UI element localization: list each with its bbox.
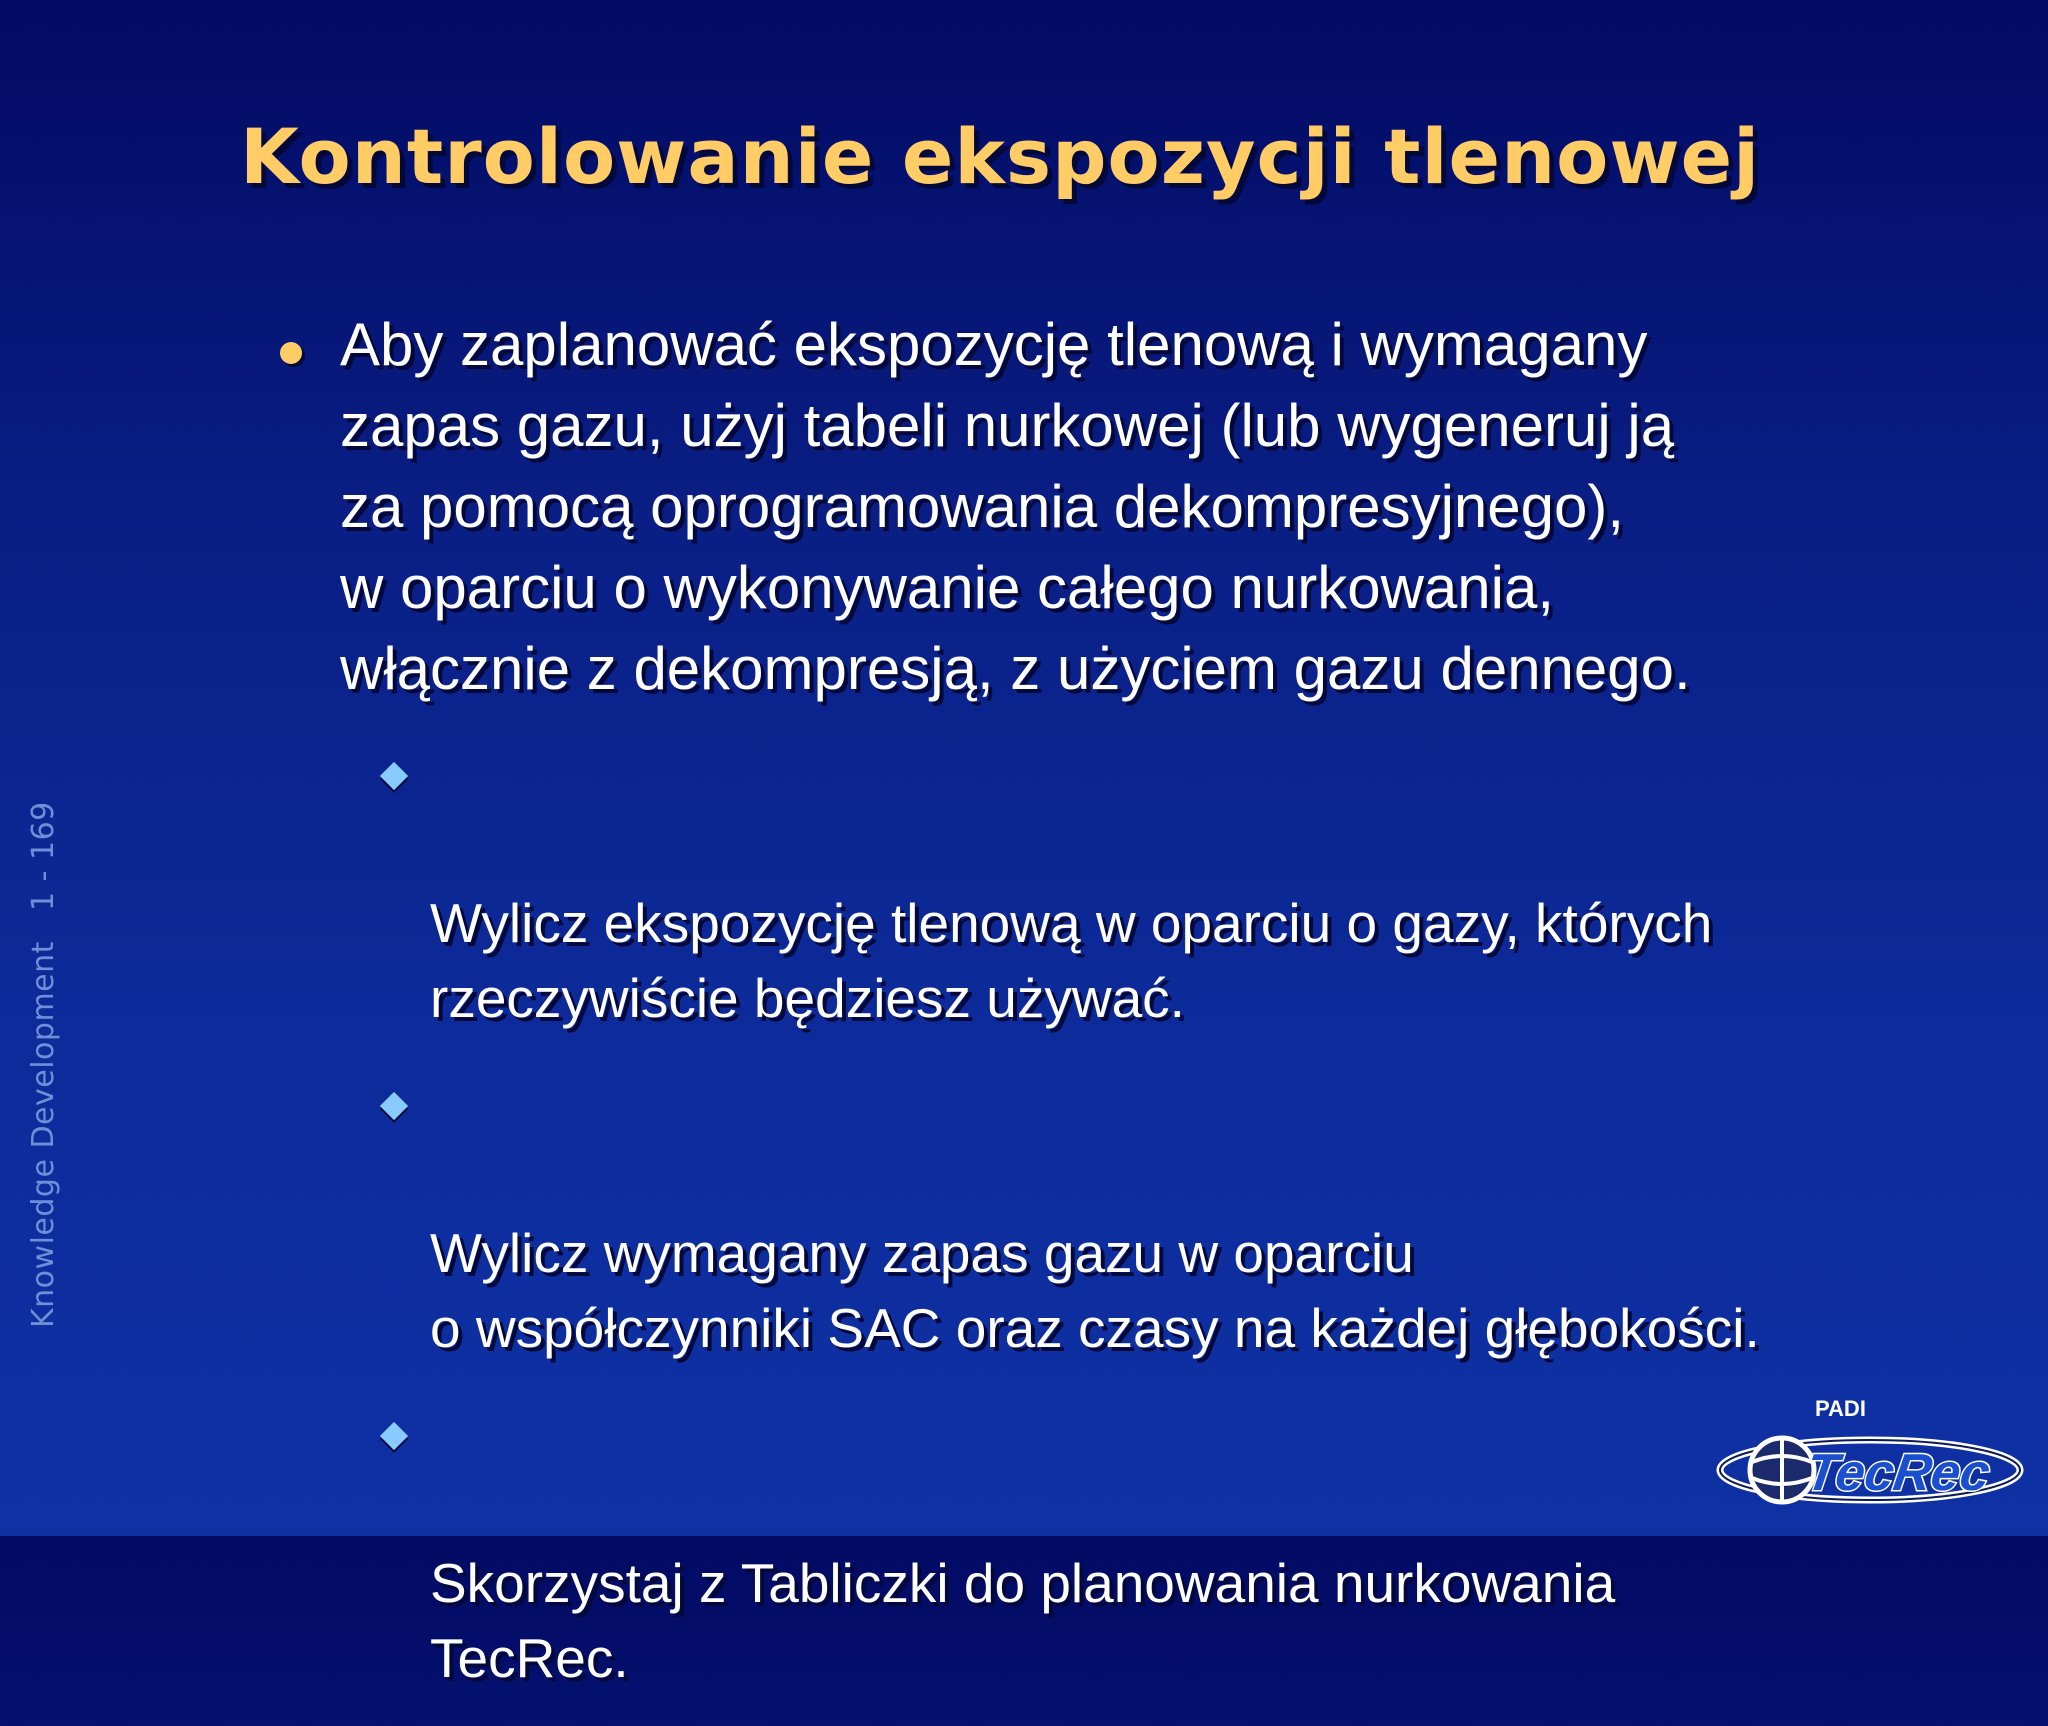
sub-bullet-item (380, 736, 2020, 1036)
sub-bullet-item (380, 1066, 2020, 1366)
logo-padi-text: PADI (1815, 1396, 1866, 1421)
diamond-bullet-icon (380, 1092, 408, 1120)
sub-bullet-text: Wylicz wymagany zapas gazu w oparciu o współczynniki SAC oraz czasy na każdej głębokości. (430, 1222, 1760, 1359)
sub-bullet-text: Skorzystaj z Tabliczki do planowania nurkowania TecRec. (430, 1552, 1616, 1689)
logo-tecrec-text: TecRec (1802, 1444, 1994, 1502)
sub-bullet-text: Wylicz ekspozycję tlenową w oparciu o gazy, których rzeczywiście będziesz używać. (430, 892, 1713, 1029)
slide-title: Kontrolowanie ekspozycji tlenowej (240, 112, 1761, 201)
circle-bullet-icon (280, 342, 302, 364)
sub-bullet-list (380, 736, 2020, 1726)
main-bullet-text: Aby zaplanować ekspozycję tlenową i wymagany zapas gazu, użyj tabeli nurkowej (lub wygeneruj ją za pomocą oprogramowania dekompresyjnego), w oparciu o wykonywanie całego nurkowania, włącznie z dekompresją, z użyciem gazu dennego. (340, 311, 1691, 702)
side-label: Knowledge Development 1 - 169 (26, 801, 61, 1328)
padi-tecrec-logo-icon (1700, 1390, 2030, 1520)
diamond-bullet-icon (380, 1422, 408, 1450)
diamond-bullet-icon (380, 762, 408, 790)
